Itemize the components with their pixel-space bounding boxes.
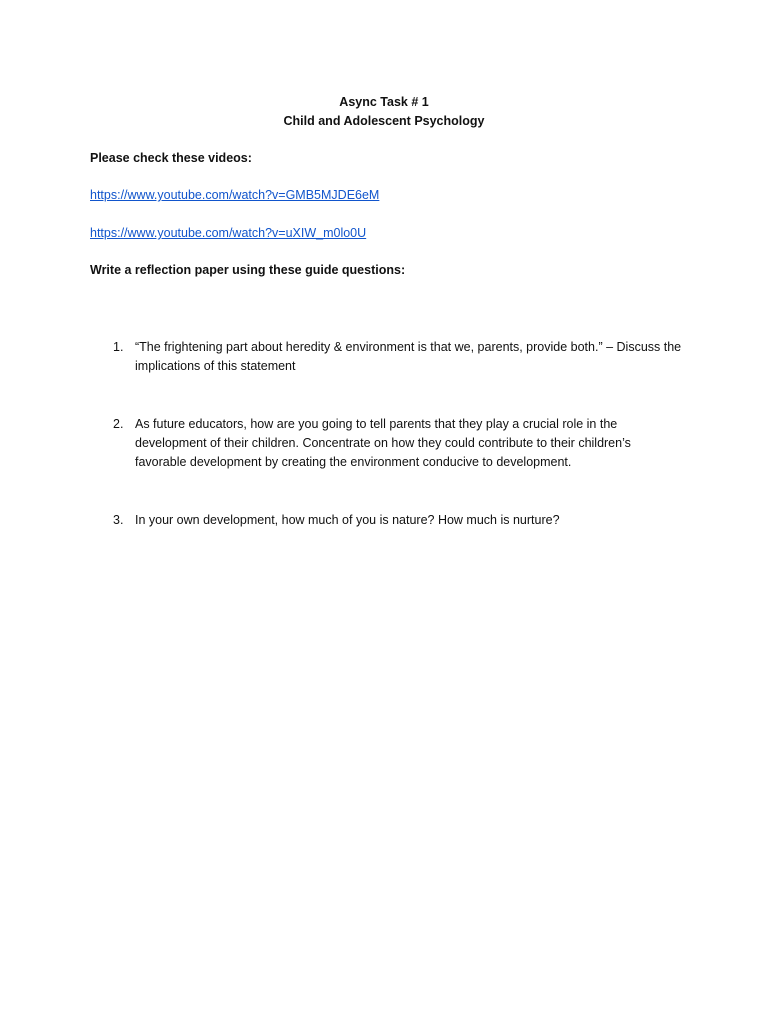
- document-title: Async Task # 1: [339, 95, 429, 109]
- video-link-2-row: [90, 224, 690, 243]
- question-2-text: As future educators, how are you going to tell parents that they play a crucial role in the development of their children. Concentrate on how they could contribute to their children’s favorable development by creating the environment conducive to development.: [135, 417, 631, 469]
- question-3-number: 3.: [113, 513, 124, 527]
- reflection-heading: Write a reflection paper using these guide questions:: [90, 263, 406, 277]
- video-link-1[interactable]: https://www.youtube.com/watch?v=GMB5MJDE6eM: [90, 188, 380, 202]
- document-subtitle: Child and Adolescent Psychology: [283, 114, 485, 128]
- videos-heading: Please check these videos:: [90, 151, 252, 165]
- question-1-number: 1.: [113, 340, 124, 354]
- video-link-2[interactable]: https://www.youtube.com/watch?v=uXIW_m0lo0U: [90, 226, 367, 240]
- question-2-number: 2.: [113, 417, 124, 431]
- question-3-text: In your own development, how much of you is nature? How much is nurture?: [135, 513, 560, 527]
- video-link-1-row: [90, 186, 690, 205]
- question-1-text: “The frightening part about heredity & environment is that we, parents, provide both.” – Discuss the implications of this statement: [135, 340, 682, 373]
